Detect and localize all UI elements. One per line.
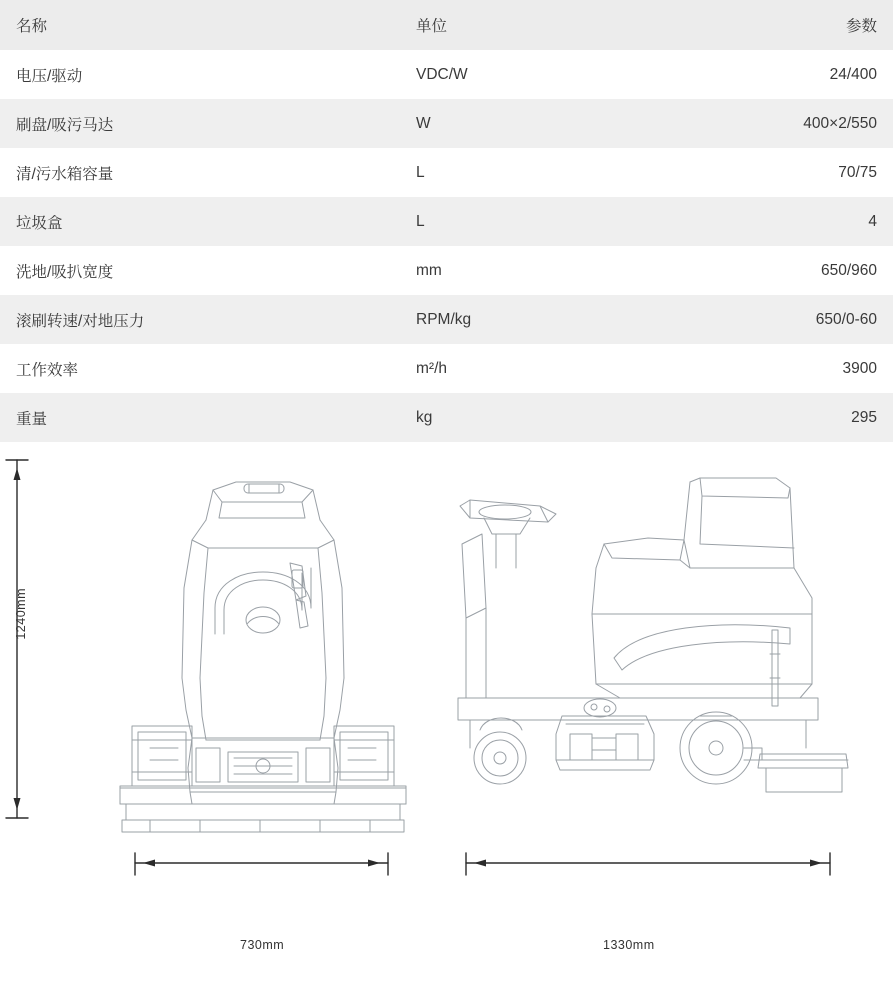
- cell-name: 重量: [16, 410, 48, 428]
- cell-unit: VDC/W: [416, 65, 468, 83]
- cell-name: 滚刷转速/对地压力: [16, 312, 145, 330]
- specification-table: [0, 0, 893, 442]
- table-header-row: [0, 0, 893, 50]
- side-width-dimension-line: [466, 853, 830, 875]
- cell-unit: kg: [416, 408, 433, 426]
- table-row: [0, 99, 893, 148]
- table-row: [0, 246, 893, 295]
- cell-name: 电压/驱动: [16, 67, 83, 85]
- front-view-machine: [120, 482, 406, 832]
- cell-value: 650/960: [820, 261, 877, 279]
- front-width-dimension-line: [135, 853, 388, 875]
- side-width-dimension-label: 1330mm: [603, 938, 655, 952]
- cell-value: 70/75: [838, 163, 877, 181]
- cell-name: 工作效率: [16, 361, 79, 379]
- cell-value: 4: [868, 212, 877, 230]
- table-row: [0, 393, 893, 442]
- cell-name: 洗地/吸扒宽度: [16, 263, 114, 281]
- side-view-machine: [458, 478, 848, 792]
- cell-unit: mm: [416, 261, 442, 279]
- drawing-canvas: [0, 448, 893, 948]
- cell-value: 650/0-60: [815, 310, 877, 328]
- table-row: [0, 50, 893, 99]
- column-header-name: 名称: [16, 18, 48, 35]
- height-dimension-label: 1240mm: [14, 588, 28, 640]
- column-header-unit: 单位: [416, 18, 448, 35]
- table-row: [0, 295, 893, 344]
- cell-unit: L: [416, 163, 425, 181]
- cell-unit: RPM/kg: [416, 310, 472, 328]
- table-row: [0, 197, 893, 246]
- table-row: [0, 344, 893, 393]
- table-body: [0, 50, 893, 442]
- cell-value: 24/400: [829, 65, 877, 83]
- column-header-value: 参数: [845, 18, 877, 35]
- cell-unit: L: [416, 212, 425, 230]
- table-row: [0, 148, 893, 197]
- cell-unit: W: [416, 114, 431, 132]
- front-width-dimension-label: 730mm: [240, 938, 285, 952]
- cell-name: 清/污水箱容量: [16, 165, 114, 183]
- dimension-drawing: [0, 448, 893, 948]
- cell-name: 垃圾盒: [16, 214, 63, 232]
- table-header: [0, 0, 893, 50]
- cell-value: 3900: [842, 359, 877, 377]
- cell-unit: m²/h: [416, 359, 447, 377]
- cell-name: 刷盘/吸污马达: [16, 116, 114, 134]
- cell-value: 295: [851, 408, 877, 426]
- cell-value: 400×2/550: [803, 114, 877, 132]
